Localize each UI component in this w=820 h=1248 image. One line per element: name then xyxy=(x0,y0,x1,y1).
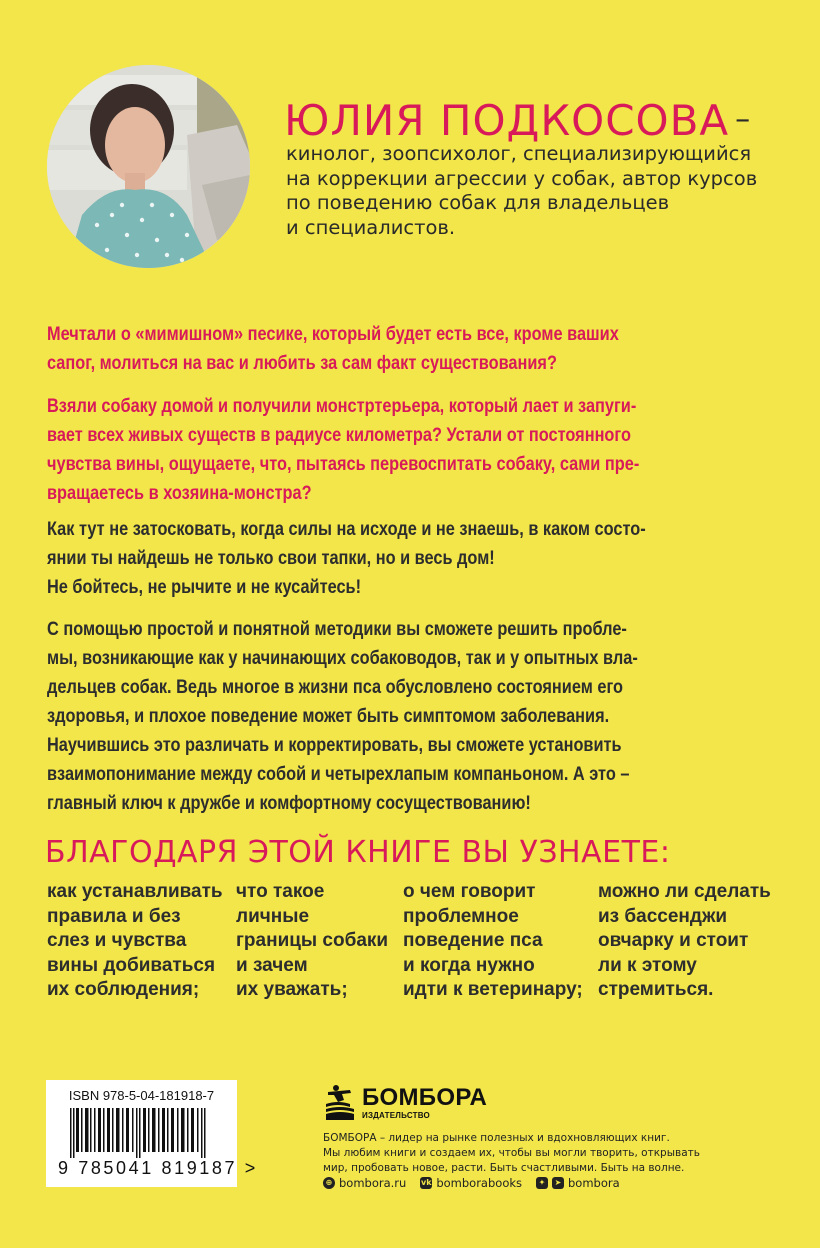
text-line: и зачем xyxy=(236,954,308,976)
intro-paragraph-1 xyxy=(47,320,675,378)
text-line: Мечтали о «мимишном» песике, который будет есть все, кроме ваших xyxy=(47,324,619,345)
text-line: Мы любим книги и создаем их, чтобы вы могли творить, открывать xyxy=(323,1147,700,1159)
author-photo xyxy=(47,65,250,268)
author-name-text: ЮЛИЯ ПОДКОСОВА xyxy=(284,96,730,145)
text-line: стремиться. xyxy=(598,979,714,1000)
logo-subtitle: ИЗДАТЕЛЬСТВО xyxy=(362,1111,430,1120)
text-line: овчарку и стоит xyxy=(598,930,749,951)
bio-line: и специалистов. xyxy=(286,215,456,239)
text-line: С помощью простой и понятной методики вы сможете решить пробле- xyxy=(47,619,627,640)
text-line: мы, возникающие как у начинающих собаководов, так и у опытных вла- xyxy=(47,648,638,669)
text-line: ли к этому xyxy=(598,954,697,976)
author-bio xyxy=(286,142,796,240)
globe-icon: ⊕ xyxy=(323,1177,335,1189)
text-line: Взяли собаку домой и получили монстртерьера, который лает и запуги- xyxy=(47,396,637,417)
author-portrait-icon xyxy=(47,65,250,268)
logo-name: БОМБОРА xyxy=(362,1084,488,1111)
text-line: правила и без xyxy=(47,905,181,927)
telegram-icon: ➤ xyxy=(552,1177,564,1189)
text-line: их соблюдения; xyxy=(47,979,200,1000)
isbn-label: ISBN 978-5-04-181918-7 xyxy=(68,1088,215,1103)
body-paragraph-2 xyxy=(47,615,675,818)
publisher-links xyxy=(323,1176,620,1190)
text-line: можно ли сделать xyxy=(598,881,771,902)
bio-line: по поведению собак для владельцев xyxy=(286,191,670,214)
text-line: Не бойтесь, не рычите и не кусайтесь! xyxy=(47,577,362,598)
text-line: поведение пса xyxy=(403,930,543,951)
intro-paragraph-2 xyxy=(47,392,675,508)
barcode-icon xyxy=(70,1108,215,1158)
text-line: БОМБОРА – лидер на рынке полезных и вдохновляющих книг. xyxy=(323,1132,670,1144)
bio-line: кинолог, зоопсихолог, специализирующийся xyxy=(286,142,752,165)
text-line: сапог, молиться на вас и любить за сам факт существования? xyxy=(47,353,557,374)
vk-link[interactable] xyxy=(420,1176,522,1190)
link-label: bombora xyxy=(568,1176,620,1190)
text-line: как устанавливать xyxy=(47,881,223,902)
link-label: bomborabooks xyxy=(436,1176,522,1190)
isbn-barcode xyxy=(46,1080,258,1187)
publisher-description xyxy=(323,1131,743,1176)
text-line: и когда нужно xyxy=(403,954,535,976)
text-line: вает всех живых существ в радиусе километра? Устали от постоянного xyxy=(47,425,631,446)
text-line: идти к ветеринару; xyxy=(403,979,583,1000)
isbn-digits: 9 785041 819187 > xyxy=(58,1158,258,1178)
link-label: bombora.ru xyxy=(339,1176,407,1190)
vk-icon: vk xyxy=(421,1178,432,1187)
text-line: что такое xyxy=(236,881,325,902)
text-line: мир, пробовать новое, расти. Быть счастливыми. Быть на волне. xyxy=(323,1162,685,1174)
name-dash: – xyxy=(735,102,752,137)
text-line: дельцев собак. Ведь многое в жизни пса обусловлено состоянием его xyxy=(47,677,624,698)
text-line: их уважать; xyxy=(236,979,348,1000)
bombora-surfer-icon xyxy=(324,1084,356,1122)
website-link[interactable] xyxy=(323,1176,406,1190)
text-line: взаимопонимание между собой и четырехлапым компаньоном. А это – xyxy=(47,764,630,785)
author-name xyxy=(284,96,751,145)
publisher-logo xyxy=(324,1084,487,1122)
text-line: Как тут не затосковать, когда силы на исходе и не знаешь, в каком состо- xyxy=(47,519,646,540)
text-line: границы собаки xyxy=(236,930,389,951)
body-paragraph-1 xyxy=(47,515,675,602)
learn-heading: БЛАГОДАРЯ ЭТОЙ КНИГЕ ВЫ УЗНАЕТЕ: xyxy=(45,835,671,870)
learn-column-3 xyxy=(403,880,583,1003)
text-line: из бассенджи xyxy=(598,905,728,927)
dzen-icon: ✦ xyxy=(536,1177,548,1189)
text-line: личные xyxy=(236,905,310,927)
text-line: вращаетесь в хозяина-монстра? xyxy=(47,483,312,504)
text-line: здоровья, и плохое поведение может быть симптомом заболевания. xyxy=(47,706,610,727)
text-line: главный ключ к дружбе и комфортному сосуществованию! xyxy=(47,793,531,814)
learn-column-4 xyxy=(598,880,771,1003)
text-line: Научившись это различать и корректировать, вы сможете установить xyxy=(47,735,622,756)
bio-line: на коррекции агрессии у собак, автор курсов xyxy=(286,166,758,190)
telegram-link[interactable] xyxy=(536,1176,620,1190)
text-line: вины добиваться xyxy=(47,954,216,976)
text-line: о чем говорит xyxy=(403,881,536,902)
text-line: проблемное xyxy=(403,905,519,927)
learn-column-1 xyxy=(47,880,223,1003)
text-line: слез и чувства xyxy=(47,930,187,951)
learn-column-2 xyxy=(236,880,388,1003)
text-line: чувства вины, ощущаете, что, пытаясь перевоспитать собаку, сами пре- xyxy=(47,454,640,475)
text-line: янии ты найдешь не только свои тапки, но и весь дом! xyxy=(47,548,495,569)
